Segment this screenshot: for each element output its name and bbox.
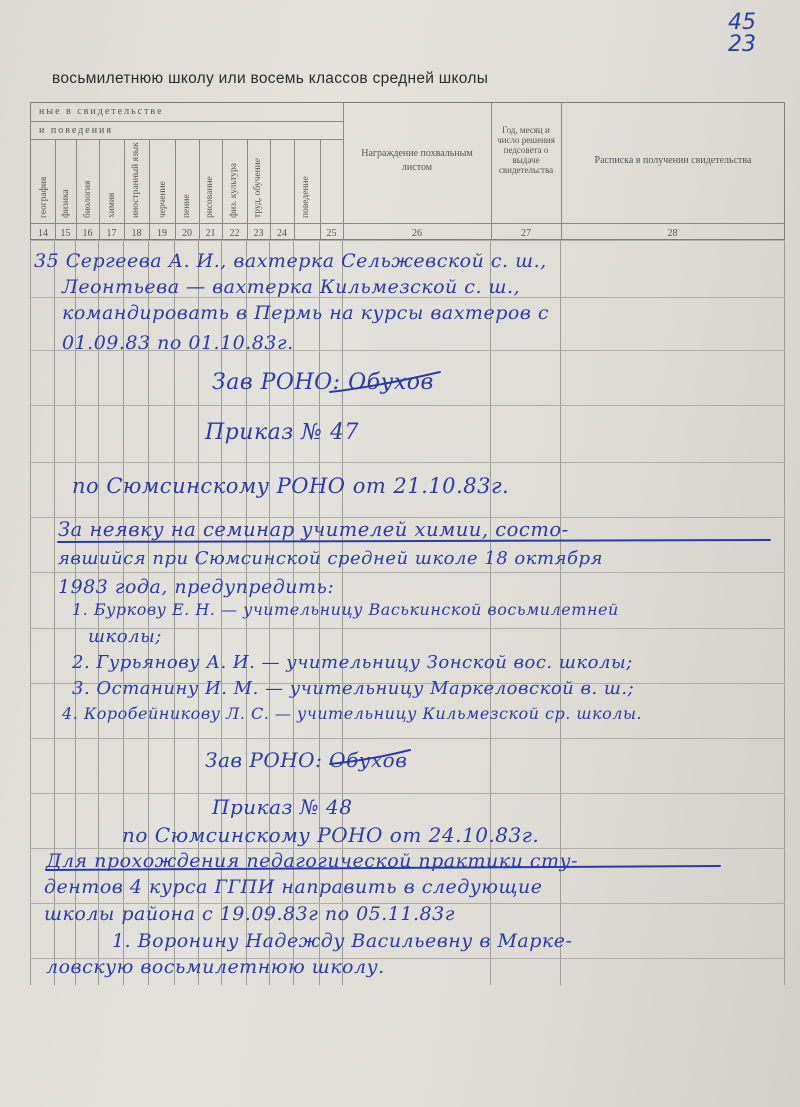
- handwritten-line-15: 4. Коробейникову Л. С. — учительницу Кильмезской ср. школы.: [62, 704, 643, 723]
- column-number: 25: [326, 228, 337, 239]
- subject-header-foreign-language: иностранный язык: [131, 142, 141, 218]
- column-number: 20: [182, 228, 192, 239]
- handwritten-line-11: 1. Буркову Е. Н. — учительницу Васькинской восьмилетней: [72, 600, 619, 619]
- award-column-number: 26: [412, 228, 422, 239]
- receipt-column-title: Расписка в получении свидетельства: [594, 155, 752, 166]
- column-number: 19: [157, 228, 167, 239]
- order-number-47: Приказ № 47: [205, 420, 359, 445]
- column-number: 24: [277, 228, 287, 239]
- signature-line-1: Зав РОНО: Обухов: [212, 370, 434, 395]
- subject-header-labor: труд, обучение: [253, 158, 263, 218]
- subject-header-drafting: черчение: [158, 181, 168, 218]
- column-number: 16: [82, 228, 93, 239]
- subject-header-geography: география: [39, 176, 49, 218]
- subject-header-pe: физ. культура: [229, 162, 239, 218]
- handwritten-line-19: Для прохождения педагогической практики сту-: [46, 850, 578, 872]
- award-column-title: Награждение похвальным листом: [361, 148, 473, 173]
- date-column-title: Год, месяц и число решения педсовета о выдаче свидетельства: [497, 125, 555, 175]
- handwritten-line-4: 01.09.83 по 01.10.83г.: [62, 332, 294, 354]
- column-number: 23: [253, 228, 264, 239]
- page-number-top: 45: [728, 10, 756, 35]
- handwritten-line-22: 1. Воронину Надежду Васильевну в Марке-: [112, 930, 573, 952]
- order-47-date-line: по Сюмсинскому РОНО от 21.10.83г.: [72, 474, 510, 498]
- page-heading: восьмилетнюю школу или восемь классов средней школы: [52, 70, 489, 87]
- column-number: 17: [106, 228, 117, 239]
- order-48-date-line: по Сюмсинскому РОНО от 24.10.83г.: [122, 823, 540, 847]
- column-number: 14: [38, 228, 48, 239]
- subject-header-biology: биология: [83, 180, 93, 218]
- handwritten-line-23: ловскую восьмилетнюю школу.: [46, 956, 385, 978]
- handwritten-line-13: 2. Гурьянову А. И. — учительницу Зонской вос. школы;: [72, 652, 633, 673]
- handwritten-line-20: дентов 4 курса ГГПИ направить в следующие: [44, 876, 543, 898]
- handwritten-line-3: командировать в Пермь на курсы вахтеров с: [62, 302, 550, 324]
- group-grades-label: ные в свидетельстве: [39, 106, 164, 117]
- handwritten-line-12: школы;: [88, 626, 162, 647]
- handwritten-line-10: 1983 года, предупредить:: [58, 576, 335, 598]
- subject-header-singing: пение: [182, 194, 192, 218]
- column-number: 22: [229, 228, 240, 239]
- date-column-number: 27: [521, 228, 531, 239]
- handwritten-line-1: 35 Сергеева А. И., вахтерка Сельжевской с. ш.,: [34, 250, 547, 272]
- subject-header-chemistry: химия: [107, 192, 117, 218]
- subject-header-conduct: поведение: [301, 176, 311, 218]
- subject-header-drawing: рисование: [205, 176, 215, 218]
- column-number: 15: [60, 228, 71, 239]
- handwritten-line-14: 3. Останину И. М. — учительницу Маркеловской в. ш.;: [72, 678, 635, 699]
- handwritten-line-2: Леонтьева — вахтерка Кильмезской с. ш.,: [62, 276, 521, 298]
- column-number: 18: [131, 228, 142, 239]
- group-conduct-label: и поведения: [39, 125, 114, 136]
- page-number-bottom: 23: [728, 32, 756, 57]
- handwritten-line-21: школы района с 19.09.83г по 05.11.83г: [44, 903, 455, 925]
- signature-line-2: Зав РОНО: Обухов: [205, 748, 408, 772]
- handwritten-line-8: За неявку на семинар учителей химии, состо-: [58, 518, 569, 541]
- column-number: 21: [205, 228, 216, 239]
- receipt-column-number: 28: [667, 228, 678, 239]
- subject-header-physics: физика: [61, 189, 71, 218]
- order-number-48: Приказ № 48: [212, 795, 353, 819]
- handwritten-line-9: явшийся при Сюмсинской средней школе 18 октября: [58, 548, 603, 569]
